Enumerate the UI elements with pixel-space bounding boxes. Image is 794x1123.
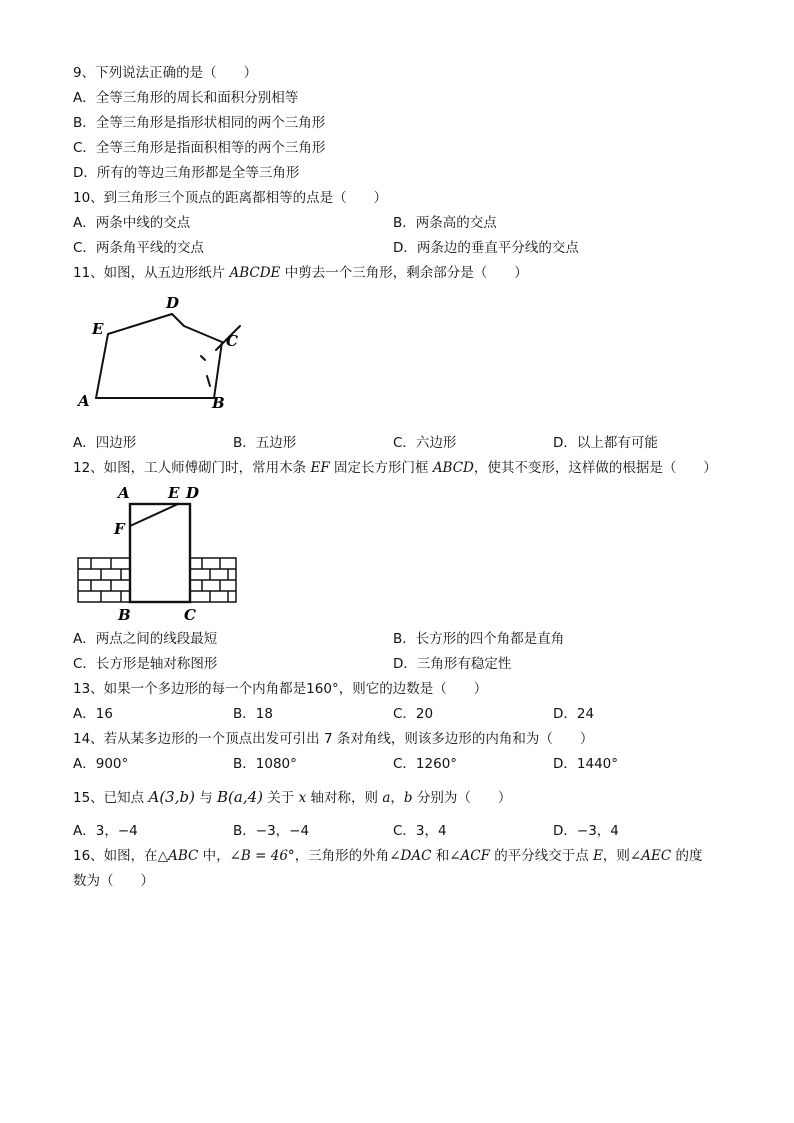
q14-option-d: D．1440° bbox=[553, 756, 619, 772]
q15-option-b: B．−3，−4 bbox=[233, 823, 310, 839]
q14-stem: 14、若从某多边形的一个顶点出发可引出 7 条对角线，则该多边形的内角和为（ ） bbox=[73, 731, 594, 747]
q14-option-a: A．900° bbox=[73, 756, 129, 772]
q15-stem bbox=[73, 786, 511, 809]
q16-math: ∠DAC bbox=[389, 848, 432, 864]
q12-stem-var: ABCD bbox=[432, 460, 474, 476]
q16-stem-part: 中， bbox=[198, 848, 230, 864]
left-brick-wall bbox=[78, 558, 130, 602]
q10-option-c: C．两条角平线的交点 bbox=[73, 240, 204, 256]
q12-door-frame-figure bbox=[74, 484, 242, 624]
cut-dash bbox=[207, 376, 210, 386]
q15-option-c: C．3，4 bbox=[393, 823, 447, 839]
q16-stem-part: 的度 bbox=[671, 848, 703, 864]
q12-stem-part: 12、如图，工人师傅砌门时，常用木条 bbox=[73, 460, 311, 476]
q11-pentagon-figure bbox=[74, 290, 254, 410]
q11-stem-part: 11、如图，从五边形纸片 bbox=[73, 265, 230, 281]
q10-option-a: A．两条中线的交点 bbox=[73, 215, 191, 231]
q15-axis-var: x bbox=[298, 790, 307, 806]
q15-var-a: a bbox=[382, 790, 391, 806]
segment-ed bbox=[108, 314, 172, 334]
q16-stem-line1 bbox=[73, 847, 702, 865]
q13-stem: 13、如果一个多边形的每一个内角都是160°，则它的边数是（ ） bbox=[73, 681, 488, 697]
q9-option-c: C．全等三角形是指面积相等的两个三角形 bbox=[73, 140, 326, 156]
q9-option-d: D．所有的等边三角形都是全等三角形 bbox=[73, 165, 300, 181]
q11-option-b: B．五边形 bbox=[233, 435, 297, 451]
q16-stem-part: 和 bbox=[431, 848, 450, 864]
q15-stem-part: 轴对称，则 bbox=[306, 790, 383, 806]
segment-dc bbox=[172, 314, 184, 326]
label-d: D bbox=[166, 294, 180, 312]
label-e: E bbox=[92, 320, 104, 338]
q12-stem bbox=[73, 459, 717, 477]
segment-ae bbox=[96, 334, 108, 398]
q11-stem-part: 中剪去一个三角形，剩余部分是（ ） bbox=[280, 265, 528, 281]
q11-option-a: A．四边形 bbox=[73, 435, 137, 451]
q16-stem-part: ，则 bbox=[602, 848, 630, 864]
label-e: E bbox=[168, 484, 180, 502]
q12-option-c: C．长方形是轴对称图形 bbox=[73, 656, 218, 672]
q16-math: ∠AEC bbox=[629, 848, 672, 864]
q9-stem: 9、下列说法正确的是（ ） bbox=[73, 65, 258, 81]
q9-option-a: A．全等三角形的周长和面积分别相等 bbox=[73, 90, 299, 106]
q9-option-b: B．全等三角形是指形状相同的两个三角形 bbox=[73, 115, 326, 131]
label-a: A bbox=[118, 484, 130, 502]
door-frame-abcd bbox=[130, 504, 190, 602]
q16-stem-part: ，三角形的外角 bbox=[294, 848, 390, 864]
q13-option-d: D．24 bbox=[553, 706, 595, 722]
q13-option-c: C．20 bbox=[393, 706, 434, 722]
label-c: C bbox=[184, 606, 196, 624]
q16-stem-part: 的平分线交于点 bbox=[489, 848, 594, 864]
q15-stem-part: 分别为（ ） bbox=[412, 790, 512, 806]
q11-stem-var: ABCDE bbox=[229, 265, 281, 281]
label-b: B bbox=[212, 394, 225, 410]
q15-stem-part: 关于 bbox=[263, 790, 299, 806]
label-c: C bbox=[226, 332, 238, 350]
q13-option-b: B．18 bbox=[233, 706, 273, 722]
right-brick-wall bbox=[190, 558, 236, 602]
q15-point-b: B(a,4) bbox=[217, 788, 264, 806]
q15-option-a: A．3，−4 bbox=[73, 823, 138, 839]
q12-stem-var: EF bbox=[310, 460, 330, 476]
q15-stem-part: ， bbox=[390, 790, 404, 806]
q12-option-a: A．两点之间的线段最短 bbox=[73, 631, 218, 647]
q12-option-b: B．长方形的四个角都是直角 bbox=[393, 631, 565, 647]
q11-option-c: C．六边形 bbox=[393, 435, 457, 451]
label-a: A bbox=[78, 392, 90, 410]
label-b: B bbox=[118, 606, 131, 624]
q14-option-c: C．1260° bbox=[393, 756, 458, 772]
q11-option-d: D．以上都有可能 bbox=[553, 435, 658, 451]
q13-option-a: A．16 bbox=[73, 706, 113, 722]
cut-dash bbox=[201, 356, 205, 360]
q12-stem-part: 固定长方形门框 bbox=[329, 460, 433, 476]
q15-stem-part: 与 bbox=[194, 790, 218, 806]
q12-stem-part: ，使其不变形，这样做的根据是（ ） bbox=[473, 460, 717, 476]
q10-option-d: D．两条边的垂直平分线的交点 bbox=[393, 240, 579, 256]
q16-stem-part: 16、如图，在 bbox=[73, 848, 158, 864]
q15-stem-part: 15、已知点 bbox=[73, 790, 149, 806]
q15-var-b: b bbox=[403, 790, 413, 806]
label-f: F bbox=[114, 520, 125, 538]
q15-point-a: A(3,b) bbox=[148, 788, 195, 806]
q15-option-d: D．−3，4 bbox=[553, 823, 619, 839]
label-d: D bbox=[186, 484, 200, 502]
q10-stem: 10、到三角形三个顶点的距离都相等的点是（ ） bbox=[73, 190, 388, 206]
q14-option-b: B．1080° bbox=[233, 756, 297, 772]
q11-stem bbox=[73, 264, 528, 282]
q10-option-b: B．两条高的交点 bbox=[393, 215, 497, 231]
q16-math: E bbox=[593, 848, 603, 864]
q12-option-d: D．三角形有稳定性 bbox=[393, 656, 512, 672]
segment-dc2 bbox=[184, 326, 222, 342]
q16-math: ∠ACF bbox=[449, 848, 490, 864]
q16-stem-line2: 数为（ ） bbox=[73, 873, 154, 889]
q16-math: ∠B = 46° bbox=[229, 848, 295, 864]
q16-math: △ABC bbox=[157, 848, 199, 864]
